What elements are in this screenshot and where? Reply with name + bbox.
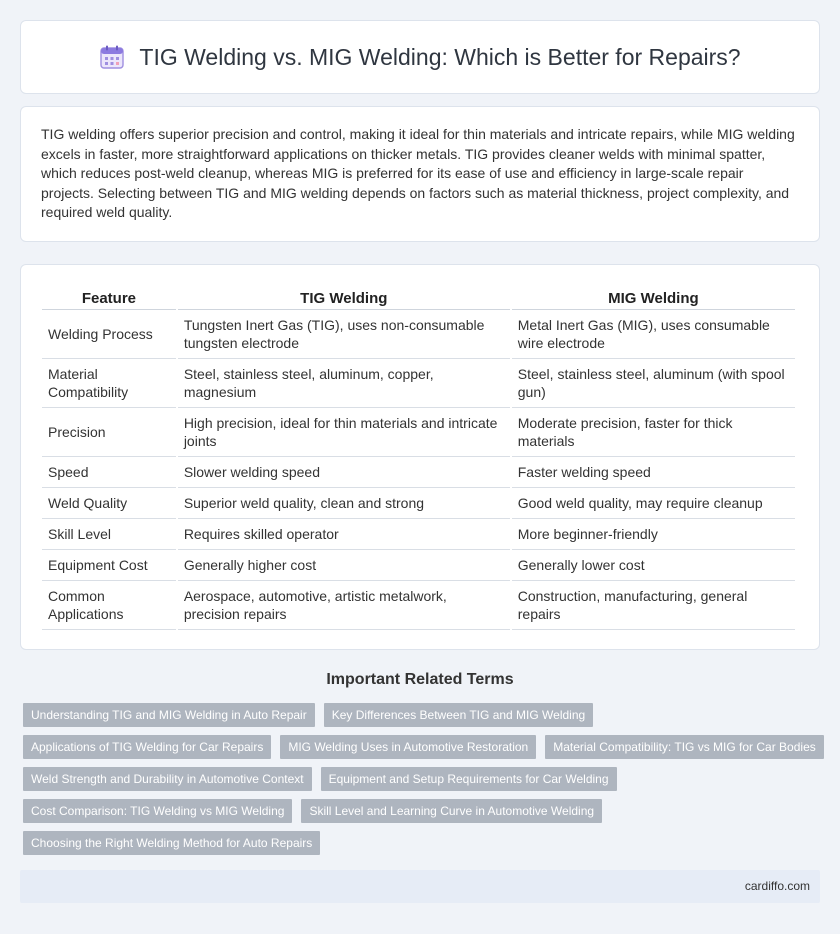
related-term-tag[interactable]: MIG Welding Uses in Automotive Restoration — [280, 735, 536, 759]
tig-cell: Requires skilled operator — [178, 519, 510, 550]
table-row — [42, 488, 795, 519]
tag-row — [23, 767, 823, 791]
related-term-tag[interactable]: Choosing the Right Welding Method for Auto Repairs — [23, 831, 320, 855]
mig-cell: Faster welding speed — [512, 457, 795, 488]
related-term-tag[interactable]: Skill Level and Learning Curve in Automotive Welding — [301, 799, 602, 823]
mig-cell: Generally lower cost — [512, 550, 795, 581]
related-term-tag[interactable]: Understanding TIG and MIG Welding in Auto Repair — [23, 703, 315, 727]
mig-cell: Good weld quality, may require cleanup — [512, 488, 795, 519]
tag-row — [23, 735, 823, 759]
tig-cell: Generally higher cost — [178, 550, 510, 581]
tag-row — [23, 703, 823, 727]
column-header-tig: TIG Welding — [178, 285, 510, 310]
column-header-feature: Feature — [42, 285, 176, 310]
tig-cell: High precision, ideal for thin materials and intricate joints — [178, 408, 510, 457]
feature-cell: Equipment Cost — [42, 550, 176, 581]
table-row — [42, 408, 795, 457]
feature-cell: Skill Level — [42, 519, 176, 550]
related-term-tag[interactable]: Equipment and Setup Requirements for Car Welding — [321, 767, 617, 791]
intro-card — [20, 106, 820, 242]
mig-cell: Metal Inert Gas (MIG), uses consumable wire electrode — [512, 310, 795, 359]
related-term-tag[interactable]: Key Differences Between TIG and MIG Welding — [324, 703, 593, 727]
mig-cell: Construction, manufacturing, general repairs — [512, 581, 795, 630]
related-term-tag[interactable]: Weld Strength and Durability in Automotive Context — [23, 767, 312, 791]
feature-cell: Welding Process — [42, 310, 176, 359]
tig-cell: Slower welding speed — [178, 457, 510, 488]
footer-site-link[interactable]: cardiffo.com — [744, 879, 810, 893]
table-row — [42, 550, 795, 581]
table-row — [42, 457, 795, 488]
calendar-icon — [99, 44, 125, 70]
table-header-row — [42, 285, 795, 310]
related-term-tag[interactable]: Material Compatibility: TIG vs MIG for Car Bodies — [545, 735, 824, 759]
comparison-card — [20, 264, 820, 650]
feature-cell: Weld Quality — [42, 488, 176, 519]
comparison-table — [40, 285, 797, 630]
related-terms-heading: Important Related Terms — [326, 671, 514, 688]
tag-row — [23, 799, 823, 823]
page-title: TIG Welding vs. MIG Welding: Which is Better for Repairs? — [139, 43, 741, 70]
column-header-mig: MIG Welding — [512, 285, 795, 310]
mig-cell: Steel, stainless steel, aluminum (with spool gun) — [512, 359, 795, 408]
footer — [20, 870, 820, 903]
tig-cell: Aerospace, automotive, artistic metalwork, precision repairs — [178, 581, 510, 630]
title-wrap — [99, 44, 740, 71]
table-row — [42, 581, 795, 630]
table-row — [42, 519, 795, 550]
tig-cell: Tungsten Inert Gas (TIG), uses non-consumable tungsten electrode — [178, 310, 510, 359]
related-term-tag[interactable]: Applications of TIG Welding for Car Repairs — [23, 735, 271, 759]
related-term-tag[interactable]: Cost Comparison: TIG Welding vs MIG Welding — [23, 799, 292, 823]
table-row — [42, 359, 795, 408]
tag-row — [23, 831, 823, 855]
tig-cell: Superior weld quality, clean and strong — [178, 488, 510, 519]
feature-cell: Speed — [42, 457, 176, 488]
tig-cell: Steel, stainless steel, aluminum, copper, magnesium — [178, 359, 510, 408]
feature-cell: Common Applications — [42, 581, 176, 630]
intro-paragraph: TIG welding offers superior precision and control, making it ideal for thin materials and intricate repairs, while MIG welding excels in faster, more straightforward applications on thicker metals. TIG provides cleaner welds with minimal spatter, which reduces post-weld cleanup, whereas MIG is preferred for its ease of use and efficiency in large-scale repair projects. Selecting between TIG and MIG welding depends on factors such as material thickness, project complexity, and required weld quality. — [41, 126, 795, 220]
table-row — [42, 310, 795, 359]
title-card — [20, 20, 820, 94]
mig-cell: Moderate precision, faster for thick materials — [512, 408, 795, 457]
feature-cell: Material Compatibility — [42, 359, 176, 408]
feature-cell: Precision — [42, 408, 176, 457]
mig-cell: More beginner-friendly — [512, 519, 795, 550]
related-terms-list — [23, 703, 823, 863]
